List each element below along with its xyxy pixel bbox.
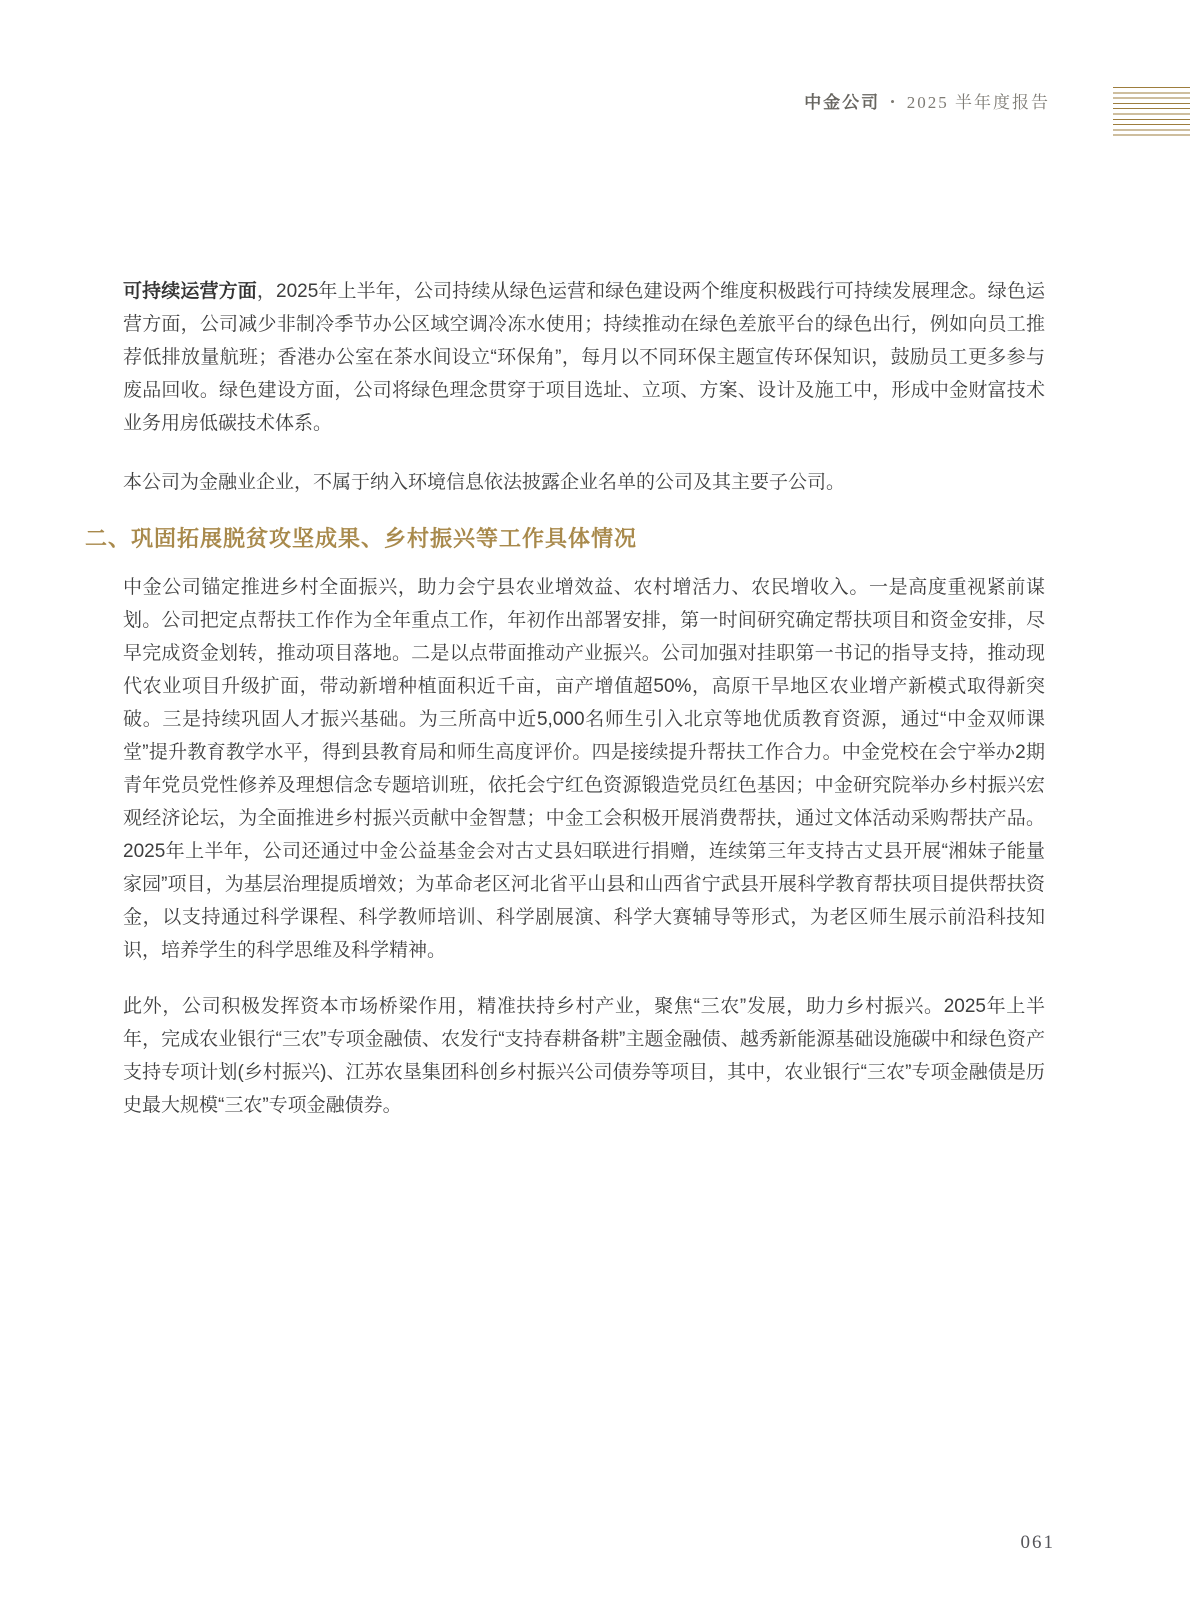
page-header [804, 88, 1050, 113]
page-number: 061 [1020, 1532, 1055, 1553]
report-title: 2025 半年度报告 [906, 93, 1050, 112]
para-financial-enterprise: 本公司为金融业企业，不属于纳入环境信息依法披露企业名单的公司及其主要子公司。 [123, 472, 846, 493]
para-capital-market-support: 此外，公司积极发挥资本市场桥梁作用，精准扶持乡村产业，聚焦“三农”发展，助力乡村振兴。2025年上半年，完成农业银行“三农”专项金融债、农发行“支持春耕备耕”主题金融债、越秀新能源基础设施碳中和绿色资产支持专项计划(乡村振兴)、江苏农垦集团科创乡村振兴公司债券等项目，其中，农业银行“三农”专项金融债是历史最大规模“三农”专项金融债券。 [123, 996, 1045, 1116]
para-lead-rest: ，2025年上半年，公司持续从绿色运营和绿色建设两个维度积极践行可持续发展理念。绿色运营方面，公司减少非制冷季节办公区域空调冷冻水使用；持续推动在绿色差旅平台的绿色出行，例如向员工推荐低排放量航班；香港办公室在茶水间设立“环保角”，每月以不同环保主题宣传环保知识，鼓励员工更多参与废品回收。绿色建设方面，公司将绿色理念贯穿于项目选址、立项、方案、设计及施工中，形成中金财富技术业务用房低碳技术体系。 [123, 281, 1045, 434]
para-sustainable-operations [123, 275, 1045, 440]
header-separator-dot: • [890, 94, 897, 109]
deco-stripes-icon [1113, 87, 1190, 136]
company-name: 中金公司 [804, 93, 881, 112]
para-rural-revitalization: 中金公司锚定推进乡村全面振兴，助力会宁县农业增效益、农村增活力、农民增收入。一是高度重视紧前谋划。公司把定点帮扶工作作为全年重点工作，年初作出部署安排，第一时间研究确定帮扶项目和资金安排，尽早完成资金划转，推动项目落地。二是以点带面推动产业振兴。公司加强对挂职第一书记的指导支持，推动现代农业项目升级扩面，带动新增种植面积近千亩，亩产增值超50%，高原干旱地区农业增产新模式取得新突破。三是持续巩固人才振兴基础。为三所高中近5,000名师生引入北京等地优质教育资源，通过“中金双师课堂”提升教育教学水平，得到县教育局和师生高度评价。四是接续提升帮扶工作合力。中金党校在会宁举办2期青年党员党性修养及理想信念专题培训班，依托会宁红色资源锻造党员红色基因；中金研究院举办乡村振兴宏观经济论坛，为全面推进乡村振兴贡献中金智慧；中金工会积极开展消费帮扶，通过文体活动采购帮扶产品。2025年上半年，公司还通过中金公益基金会对古丈县妇联进行捐赠，连续第三年支持古丈县开展“湘妹子能量家园”项目，为基层治理提质增效；为革命老区河北省平山县和山西省宁武县开展科学教育帮扶项目提供帮扶资金，以支持通过科学课程、科学教师培训、科学剧展演、科学大赛辅导等形式，为老区师生展示前沿科技知识，培养学生的科学思维及科学精神。 [123, 577, 1045, 961]
section-heading-rural-revitalization: 二、巩固拓展脱贫攻坚成果、乡村振兴等工作具体情况 [85, 526, 638, 551]
para-lead-bold: 可持续运营方面 [123, 281, 257, 302]
content-area [85, 275, 1045, 1122]
